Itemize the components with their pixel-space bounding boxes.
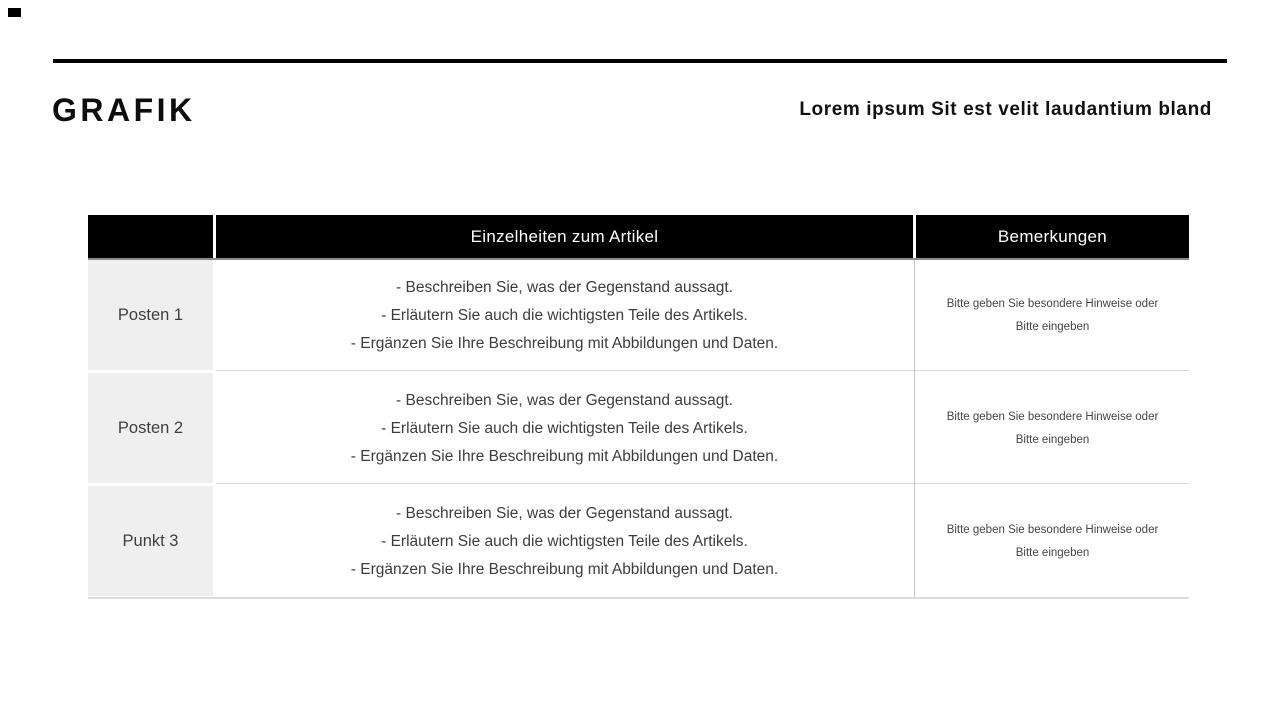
table [88, 215, 1189, 599]
details-line: - Erläutern Sie auch die wichtigsten Teile des Artikels. [381, 419, 748, 437]
details-line: - Beschreiben Sie, was der Gegenstand aussagt. [396, 504, 733, 522]
column-divider [914, 260, 915, 597]
details-line: - Beschreiben Sie, was der Gegenstand aussagt. [396, 391, 733, 409]
logo-text: GRAFIK [52, 92, 196, 128]
row-label: Posten 1 [117, 305, 184, 324]
row-label-cell [88, 260, 213, 370]
details-line: - Erläutern Sie auch die wichtigsten Teile des Artikels. [381, 532, 748, 550]
row-details-cell [216, 486, 913, 597]
details-line: - Ergänzen Sie Ihre Beschreibung mit Abbildungen und Daten. [350, 447, 779, 465]
page-title: Lorem ipsum Sit est velit laudantium bland [799, 99, 1212, 120]
details-line: - Erläutern Sie auch die wichtigsten Teile des Artikels. [381, 306, 748, 324]
table-header-item [88, 215, 213, 258]
row-label-cell [88, 373, 213, 483]
table-header-remarks: Bemerkungen [916, 215, 1189, 258]
remarks-line: Bitte eingeben [1015, 320, 1090, 333]
row-remarks-cell [916, 486, 1189, 597]
remarks-line: Bitte geben Sie besondere Hinweise oder [946, 523, 1159, 536]
row-label: Punkt 3 [122, 531, 179, 550]
top-rule [53, 59, 1227, 63]
details-line: - Ergänzen Sie Ihre Beschreibung mit Abbildungen und Daten. [350, 560, 779, 578]
remarks-line: Bitte geben Sie besondere Hinweise oder [946, 410, 1159, 423]
details-line: - Beschreiben Sie, was der Gegenstand aussagt. [396, 278, 733, 296]
row-remarks-cell [916, 373, 1189, 484]
row-details-cell [216, 260, 913, 371]
remarks-line: Bitte eingeben [1015, 546, 1090, 559]
remarks-line: Bitte eingeben [1015, 433, 1090, 446]
row-remarks-cell [916, 260, 1189, 371]
remarks-line: Bitte geben Sie besondere Hinweise oder [946, 297, 1159, 310]
row-divider [216, 483, 1189, 484]
corner-mark [8, 8, 21, 17]
row-label: Posten 2 [117, 418, 184, 437]
row-divider [216, 370, 1189, 371]
row-label-cell [88, 486, 213, 596]
table-bottom-border [88, 597, 1189, 599]
row-details-cell [216, 373, 913, 484]
table-header-details: Einzelheiten zum Artikel [216, 215, 913, 258]
details-line: - Ergänzen Sie Ihre Beschreibung mit Abbildungen und Daten. [350, 334, 779, 352]
